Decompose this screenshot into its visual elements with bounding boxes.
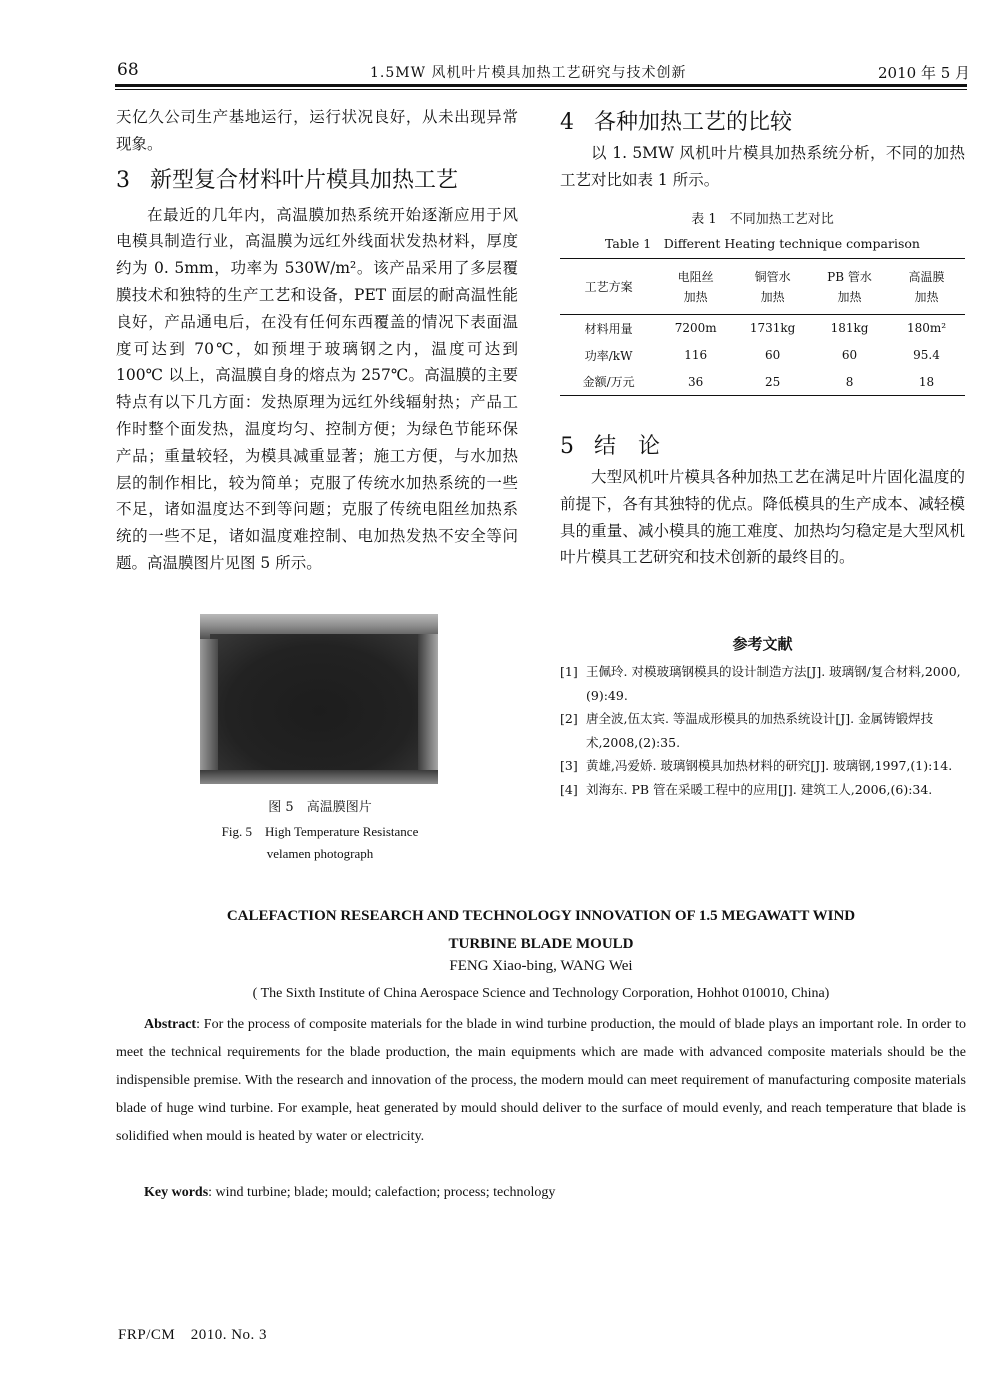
- section-title: 结 论: [594, 434, 661, 459]
- section-title: 新型复合材料叶片模具加热工艺: [150, 167, 459, 193]
- figure-caption-en: Fig. 5 High Temperature Resistance: [221, 824, 419, 839]
- section-5-heading: [560, 432, 965, 462]
- table-cell: 7200m: [674, 321, 717, 336]
- table-cell: 材料用量: [584, 321, 633, 336]
- table-cell: 181kg: [830, 321, 869, 336]
- section-number: 5: [560, 434, 574, 459]
- section-3-heading: [116, 166, 518, 196]
- reference-text: 唐全波,伍太宾. 等温成形模具的加热系统设计[J]. 金属铸锻焊技术,2008,(2):35.: [586, 711, 934, 750]
- page-number: 68: [117, 60, 139, 80]
- section-number: 4: [560, 110, 574, 135]
- table-cell: 金额/万元: [560, 369, 657, 396]
- table-cell: 18: [888, 369, 965, 396]
- reference-text: 王佩玲. 对模玻璃钢模具的设计制造方法[J]. 玻璃钢/复合材料,2000,(9):49.: [586, 664, 961, 703]
- table-cell: 25: [734, 369, 811, 396]
- table-row: [560, 369, 965, 396]
- issue-date: 2010 年 5 月: [878, 64, 971, 82]
- journal-footer: FRP/CM 2010. No. 3: [118, 1327, 268, 1343]
- reference-item: [560, 778, 965, 802]
- table-cell: 36: [657, 369, 734, 396]
- table-header-cell: 铜管水 加热: [734, 259, 811, 315]
- section-3-body: 在最近的几年内，高温膜加热系统开始逐渐应用于风电模具制造行业，高温膜为远红外线面状发热材料，厚度约为 0. 5mm，功率为 530W/m²。该产品采用了多层覆膜技术和独特的生产工艺和设备，PET 面层的耐高温性能良好，产品通电后，在没有任何东西覆盖的情况下表面温度可达到 70℃，如预埋于玻璃钢之内，温度可达到 100℃ 以上，高温膜自身的熔点为 257℃。高温膜的主要特点有以下几方面：发热原理为远红外线辐射热；产品工作时整个面发热，温度均匀、控制方便；为绿色节能环保产品；重量较轻，为模具减重显著；施工方便，与水加热层的制作相比，较为简单；克服了传统水加热系统的一些不足，诸如温度达不到等问题；克服了传统电阻丝加热系统的一些不足，诸如温度难控制、电加热发热不安全等问题。高温膜图片见图 5 所示。: [116, 205, 518, 572]
- figure-caption-cn: 图 5 高温膜图片: [268, 800, 372, 815]
- section-5-body: 大型风机叶片模具各种加热工艺在满足叶片固化温度的前提下，各有其独特的优点。降低模具的生产成本、减轻模具的重量、减小模具的施工难度、加热均匀稳定是大型风机叶片模具工艺研究和技术创新的最终目的。: [560, 468, 965, 567]
- table-caption-en: Table 1 Different Heating technique comparison: [605, 236, 920, 251]
- table-cell: 功率/kW: [584, 348, 633, 363]
- english-authors: FENG Xiao-bing, WANG Wei: [449, 958, 633, 974]
- references-title: 参考文献: [732, 635, 793, 653]
- english-title-line-2: TURBINE BLADE MOULD: [448, 936, 634, 952]
- section-4-heading: [560, 108, 965, 138]
- conclusion-block: [560, 432, 965, 571]
- header-rule-thin: [115, 89, 967, 90]
- reference-item: [560, 660, 965, 707]
- table-header-cell: 工艺方案: [560, 259, 657, 315]
- table-cell: 1731kg: [749, 321, 796, 336]
- table-cell: 60: [841, 348, 858, 362]
- comparison-table: [560, 258, 965, 396]
- reference-key: [2]: [560, 711, 578, 726]
- reference-key: [1]: [560, 664, 578, 679]
- reference-key: [3]: [560, 758, 578, 773]
- abstract-text: : For the process of composite materials for the blade in wind turbine production, the mould of blade plays an important role. In order to meet the technical requirements for the blade production, the main equipments which are made with advanced composite materials should be the indispensible premise. With the research and innovation of the process, the modern mould can meet requirement of manufacturing composite materials blade of huge wind turbine. For example, heat generated by mould should deliver to the surface of mould evenly, and reach temperature that blade is solidified when mould is heated by water or electricity.: [116, 1017, 966, 1144]
- table-row: [560, 315, 965, 342]
- figure-5-photo: [200, 614, 438, 784]
- english-keywords: [116, 1179, 966, 1207]
- figure-caption-en-2: velamen photograph: [266, 846, 374, 861]
- table-cell: 8: [811, 369, 888, 396]
- table-cell: 180m²: [906, 321, 947, 336]
- reference-item: [560, 707, 965, 754]
- table-cell: 95.4: [913, 348, 940, 362]
- right-column-top: [560, 108, 965, 194]
- table-header-cell: PB 管水 加热: [811, 259, 888, 315]
- running-title: 1.5MW 风机叶片模具加热工艺研究与技术创新: [370, 65, 687, 81]
- reference-key: [4]: [560, 781, 578, 797]
- table-caption-cn: 表 1 不同加热工艺对比: [691, 212, 834, 227]
- english-title-line-1: CALEFACTION RESEARCH AND TECHNOLOGY INNOVATION OF 1.5 MEGAWATT WIND: [226, 908, 856, 924]
- left-column: [116, 104, 518, 577]
- abstract-label: Abstract: [144, 1017, 197, 1032]
- reference-text: 黄雄,冯爱娇. 玻璃钢模具加热材料的研究[J]. 玻璃钢,1997,(1):14.: [586, 758, 953, 773]
- section-number: 3: [116, 167, 130, 193]
- reference-item: [560, 754, 965, 778]
- table-header-cell: 高温膜 加热: [888, 259, 965, 315]
- references-list: [560, 660, 965, 801]
- english-affiliation: ( The Sixth Institute of China Aerospace Science and Technology Corporation, Hohhot 010010, China): [252, 986, 830, 1001]
- table-cell: 116: [684, 348, 708, 362]
- table-header-cell: 电阻丝 加热: [657, 259, 734, 315]
- table-header-row: [560, 259, 965, 315]
- table-cell: 60: [764, 348, 781, 362]
- section-title: 各种加热工艺的比较: [594, 110, 793, 135]
- section-4-body: 以 1. 5MW 风机叶片模具加热系统分析，不同的加热工艺对比如表 1 所示。: [560, 144, 965, 189]
- english-title: [116, 902, 966, 958]
- table-row: [560, 342, 965, 369]
- keywords-text: : wind turbine; blade; mould; calefaction; process; technology: [208, 1185, 556, 1200]
- header-rule: [115, 84, 967, 87]
- english-abstract: [116, 1011, 966, 1151]
- intro-paragraph: 天亿久公司生产基地运行，运行状况良好，从未出现异常现象。: [116, 108, 518, 153]
- reference-text: 刘海东. PB 管在采暖工程中的应用[J]. 建筑工人,2006,(6):34.: [586, 781, 933, 797]
- keywords-label: Key words: [144, 1185, 209, 1200]
